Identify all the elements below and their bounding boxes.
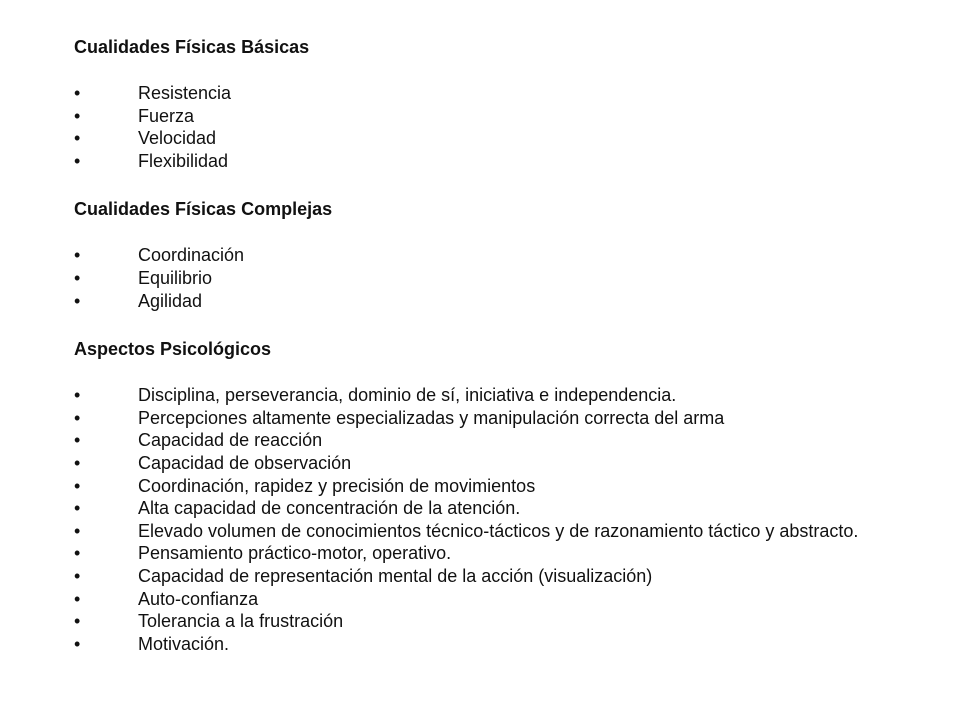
list-item-text: Capacidad de representación mental de la acción (visualización) [138,565,653,586]
bullet-icon: • [74,611,81,632]
bullet-icon: • [74,385,81,406]
bullet-icon: • [74,245,81,266]
list-item [74,633,874,656]
bullet-icon: • [74,475,81,496]
bullet-icon: • [74,452,81,473]
bullet-list [74,82,874,172]
list-item-text: Resistencia [138,83,232,103]
list-item [74,520,874,543]
list-item [74,407,874,430]
list-item-text: Alta capacidad de concentración de la atención. [138,498,521,519]
list-item-text: Auto-confianza [138,588,259,609]
list-item-text: Pensamiento práctico-motor, operativo. [138,543,452,564]
list-item-text: Elevado volumen de conocimientos técnico-tácticos y de razonamiento táctico y abstracto. [138,520,859,541]
section-heading: Cualidades Físicas Complejas [74,199,333,220]
list-item [74,384,874,407]
list-item [74,497,874,520]
section-psychological-aspects [74,338,874,655]
list-item-text: Tolerancia a la frustración [138,611,344,632]
bullet-icon: • [74,633,81,654]
bullet-icon: • [74,565,81,586]
list-item [74,475,874,498]
list-item [74,150,874,173]
section-complex-qualities [74,198,874,312]
list-item [74,82,874,105]
list-item-text: Flexibilidad [138,150,229,171]
list-item [74,127,874,150]
bullet-icon: • [74,290,81,311]
bullet-icon: • [74,588,81,609]
list-item [74,452,874,475]
bullet-icon: • [74,267,81,288]
list-item-text: Capacidad de reacción [138,430,323,451]
bullet-icon: • [74,520,81,541]
list-item [74,105,874,128]
bullet-icon: • [74,407,81,428]
list-item-text: Fuerza [138,105,195,126]
list-item [74,290,874,313]
bullet-list [74,244,874,312]
section-heading: Cualidades Físicas Básicas [74,37,310,57]
bullet-icon: • [74,105,81,126]
section-heading: Aspectos Psicológicos [74,339,272,360]
bullet-icon: • [74,498,81,519]
bullet-icon: • [74,150,81,171]
bullet-icon: • [74,128,81,149]
bullet-icon: • [74,83,81,103]
bullet-list [74,384,874,655]
list-item [74,244,874,267]
bullet-icon: • [74,430,81,451]
list-item-text: Percepciones altamente especializadas y manipulación correcta del arma [138,407,725,428]
list-item-text: Coordinación, rapidez y precisión de movimientos [138,475,536,496]
list-item-text: Capacidad de observación [138,452,352,473]
bullet-icon: • [74,543,81,564]
list-item-text: Disciplina, perseverancia, dominio de sí, iniciativa e independencia. [138,385,677,406]
list-item-text: Velocidad [138,128,217,149]
list-item [74,429,874,452]
section-basic-qualities [74,36,874,172]
list-item-text: Agilidad [138,290,203,311]
list-item-text: Motivación. [138,633,230,654]
list-item [74,588,874,611]
list-item [74,610,874,633]
document-page [74,36,874,655]
list-item [74,565,874,588]
list-item [74,267,874,290]
list-item-text: Coordinación [138,245,245,266]
list-item [74,542,874,565]
list-item-text: Equilibrio [138,267,213,288]
